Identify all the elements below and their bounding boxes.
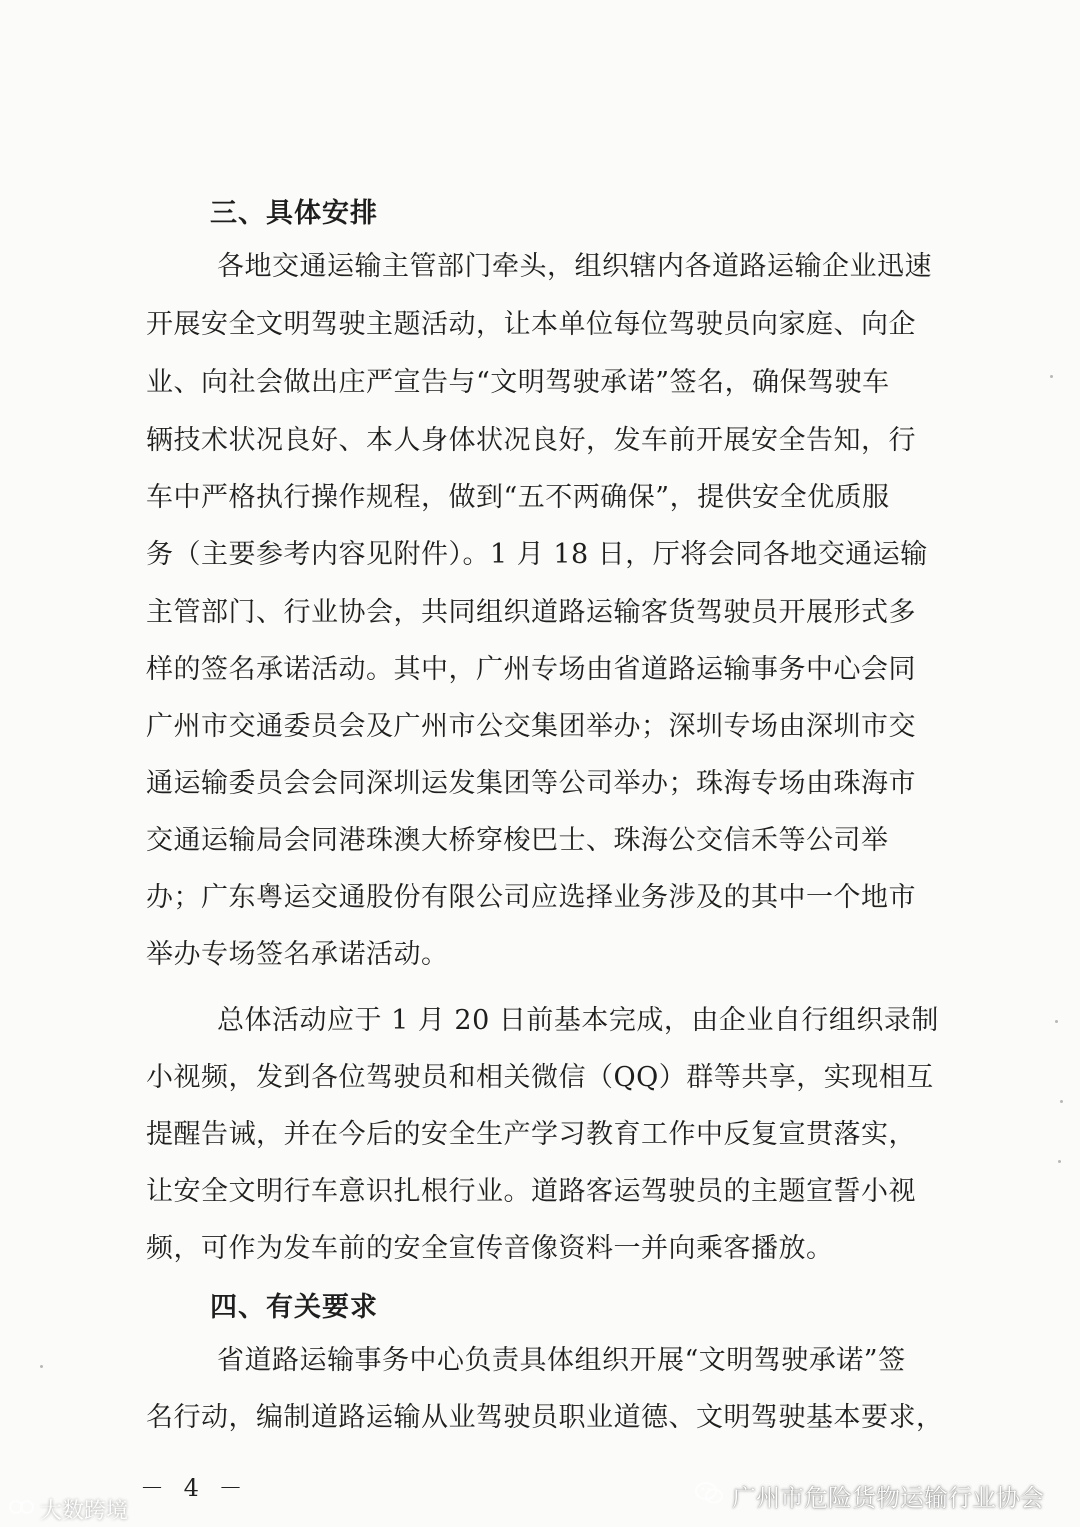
section-3-para1-line: 辆技术状况良好、本人身体状况良好，发车前开展安全告知，行 bbox=[146, 425, 916, 456]
section-3-para1-line: 办；广东粤运交通股份有限公司应选择业务涉及的其中一个地市 bbox=[146, 882, 916, 913]
wechat-icon bbox=[694, 1480, 724, 1512]
watermark-brand bbox=[8, 1494, 128, 1525]
watermark-account bbox=[694, 1478, 1044, 1513]
scan-speck bbox=[1055, 1020, 1058, 1023]
brand-logo-icon bbox=[8, 1495, 36, 1525]
section-3-para1-line: 车中严格执行操作规程，做到“五不两确保”，提供安全优质服 bbox=[146, 482, 890, 513]
section-3-para2-line: 频，可作为发车前的安全宣传音像资料一并向乘客播放。 bbox=[146, 1233, 834, 1264]
section-3-para1-line: 务（主要参考内容见附件）。1 月 18 日，厅将会同各地交通运输 bbox=[146, 539, 928, 570]
section-3-para1-line: 通运输委员会会同深圳运发集团等公司举办；珠海专场由珠海市 bbox=[146, 768, 916, 799]
watermark-account-name: 广州市危险货物运输行业协会 bbox=[732, 1484, 1044, 1512]
section-4-para1-line: 省道路运输事务中心负责具体组织开展“文明驾驶承诺”签 bbox=[217, 1345, 906, 1376]
section-3-para1-line: 开展安全文明驾驶主题活动，让本单位每位驾驶员向家庭、向企 bbox=[146, 309, 916, 340]
page-number: － 4 － bbox=[140, 1474, 249, 1502]
section-3-para1-line: 样的签名承诺活动。其中，广州专场由省道路运输事务中心会同 bbox=[146, 654, 916, 685]
section-3-para2-line: 让安全文明行车意识扎根行业。道路客运驾驶员的主题宣誓小视 bbox=[146, 1176, 916, 1207]
section-3-para2-line: 总体活动应于 1 月 20 日前基本完成，由企业自行组织录制 bbox=[217, 1005, 939, 1036]
section-3-para1-line: 举办专场签名承诺活动。 bbox=[146, 939, 449, 970]
watermark-brand-name: 大数跨境 bbox=[40, 1499, 129, 1524]
section-4-para1-line: 名行动，编制道路运输从业驾驶员职业道德、文明驾驶基本要求， bbox=[146, 1402, 944, 1433]
section-3-para1-line: 交通运输局会同港珠澳大桥穿梭巴士、珠海公交信禾等公司举 bbox=[146, 825, 889, 856]
section-3-para1-line: 业、向社会做出庄严宣告与“文明驾驶承诺”签名，确保驾驶车 bbox=[146, 367, 890, 398]
scan-speck bbox=[1060, 1100, 1063, 1103]
scan-speck bbox=[1050, 375, 1053, 378]
section-3-heading: 三、具体安排 bbox=[210, 198, 378, 229]
section-3-para1-line: 各地交通运输主管部门牵头，组织辖内各道路运输企业迅速 bbox=[217, 251, 932, 282]
scan-speck bbox=[1058, 1160, 1061, 1163]
section-4-heading: 四、有关要求 bbox=[210, 1292, 378, 1323]
section-3-para2-line: 提醒告诫，并在今后的安全生产学习教育工作中反复宣贯落实， bbox=[146, 1119, 916, 1150]
section-3-para1-line: 主管部门、行业协会，共同组织道路运输客货驾驶员开展形式多 bbox=[146, 597, 916, 628]
section-3-para2-line: 小视频，发到各位驾驶员和相关微信（QQ）群等共享，实现相互 bbox=[146, 1062, 934, 1093]
scan-speck bbox=[40, 1365, 43, 1368]
section-3-para1-line: 广州市交通委员会及广州市公交集团举办；深圳专场由深圳市交 bbox=[146, 711, 916, 742]
